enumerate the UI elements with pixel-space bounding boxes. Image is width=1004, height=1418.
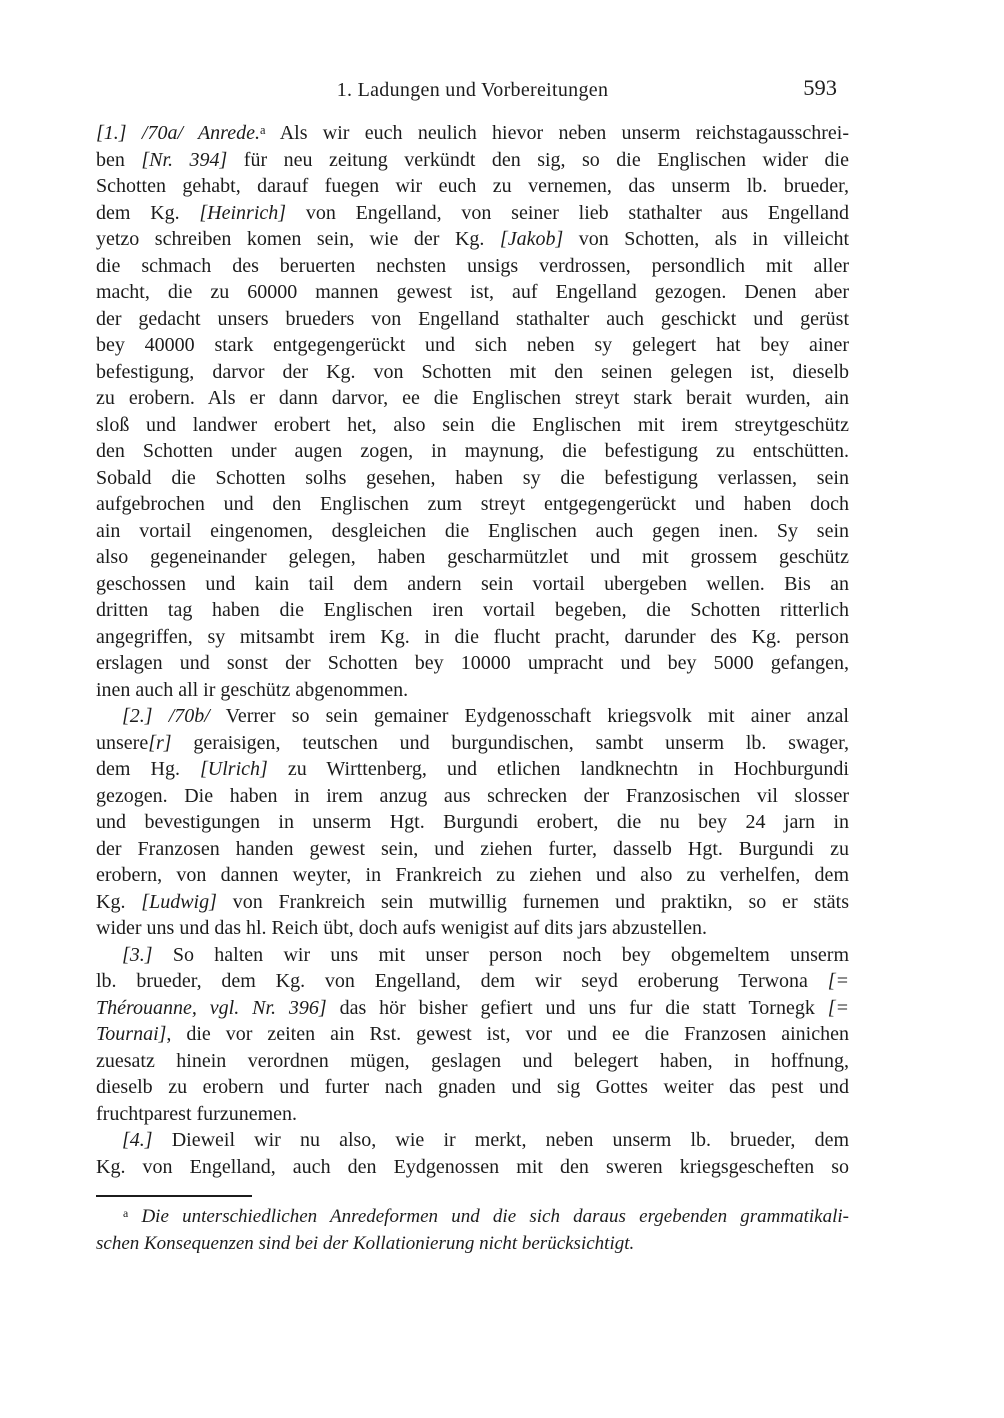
editorial-italic: [=	[827, 996, 849, 1019]
paragraph-2-line	[96, 730, 849, 757]
text-run: So halten wir uns mit unser person noch bey obgemeltem unserm	[152, 943, 849, 966]
paragraph-4	[96, 1127, 849, 1180]
editorial-italic: Tournai]	[96, 1023, 167, 1045]
text-run: von Engelland, von seiner lieb stathalter aus Engelland	[286, 201, 849, 224]
paragraph-1-line	[96, 571, 849, 598]
text-run: dem Kg.	[96, 201, 200, 224]
text-run: zu erobern. Als er dann darvor, ee die Englischen streyt stark berait wurden, ain	[96, 387, 849, 409]
editorial-italic: [Nr. 394]	[141, 148, 228, 171]
text-run: zuesatz hinein verordnen mügen, geslagen und belegert haben, in hoffnung,	[96, 1049, 849, 1072]
paragraph-1-line	[96, 226, 849, 253]
paragraph-1-line	[96, 518, 849, 545]
paragraph-2	[96, 703, 849, 942]
text-run: ain vortail eingenomen, desgleichen die Englischen auch gegen inen. Sy sein	[96, 519, 849, 542]
footnote-block	[96, 1195, 849, 1257]
text-run: und bevestigungen in unserm Hgt. Burgundi erobert, die nu bey 24 jarn in	[96, 811, 849, 833]
text-run: von Frankreich sein mutwillig furnemen und praktikn, so er stäts	[216, 890, 849, 913]
editorial-italic: Thérouanne, vgl. Nr. 396]	[96, 996, 327, 1019]
paragraph-1-line	[96, 253, 849, 280]
paragraph-1-line	[96, 147, 849, 174]
paragraph-1-line	[96, 412, 849, 439]
page-number: 593	[803, 75, 837, 100]
text-run: fruchtparest furzunemen.	[96, 1102, 298, 1125]
paragraph-3-line	[96, 1074, 849, 1101]
text-run: , die vor zeiten ain Rst. gewest ist, vor und ee die Franzosen ainichen	[166, 1023, 849, 1045]
text-run: dieselb zu erobern und furter nach gnaden und sig Gottes weiter das pest und	[96, 1076, 849, 1098]
editorial-italic: [3.]	[122, 943, 153, 966]
text-run: Kg.	[96, 890, 142, 913]
footnote-marker: a	[123, 1207, 129, 1221]
editorial-italic: [4.]	[122, 1129, 153, 1151]
editorial-italic: [2.] /70b/	[122, 705, 210, 727]
editorial-italic: Die unterschiedlichen Anredeformen und die sich daraus ergebenden grammatikali-	[128, 1206, 849, 1227]
text-run: also gegeneinander gelegen, haben gescharmützlet und mit grossem geschütz	[96, 546, 849, 568]
text-run: Kg. von Engelland, auch den Eydgenossen mit den sweren kriegsgescheften so	[96, 1155, 849, 1178]
text-run: der Franzosen handen gewest sein, und ziehen furter, dasselb Hgt. Burgundi zu	[96, 837, 849, 860]
text-run: für neu zeitung verkündt den sig, so die Englischen wider die	[227, 148, 849, 171]
paragraph-2-line	[96, 809, 849, 836]
text-run: inen auch all ir geschütz abgenommen.	[96, 678, 409, 701]
paragraph-2-line	[96, 703, 849, 730]
text-run: erobern, von dannen weyter, in Frankreich zu ziehen und also zu verhelfen, dem	[96, 864, 849, 886]
text-run: gezogen. Die haben in irem anzug aus schrecken der Franzosischen vil slosser	[96, 784, 849, 807]
paragraph-2-line	[96, 836, 849, 863]
paragraph-1-line	[96, 597, 849, 624]
paragraph-1-line	[96, 120, 849, 147]
text-run: lb. brueder, dem Kg. von Engelland, dem wir seyd eroberung Terwona	[96, 970, 828, 992]
editorial-italic: schen Konsequenzen sind bei der Kollationierung nicht berücksichtigt.	[96, 1233, 635, 1254]
paragraph-1-line	[96, 624, 849, 651]
running-header	[96, 75, 849, 104]
paragraph-4-line	[96, 1154, 849, 1181]
paragraph-3-line	[96, 1021, 849, 1048]
text-run: geschossen und kain tail dem andern sein vortail ubergeben wellen. Bis an	[96, 572, 849, 595]
paragraph-1-line	[96, 544, 849, 571]
paragraph-1-line	[96, 438, 849, 465]
paragraph-3	[96, 942, 849, 1128]
paragraph-2-line	[96, 783, 849, 810]
paragraph-2-line	[96, 889, 849, 916]
text-run: wider uns und das hl. Reich übt, doch aufs wenigist auf dits jars abzustellen.	[96, 917, 707, 939]
text-run: befestigung, darvor der Kg. von Schotten mit den seinen gelegen ist, dieselb	[96, 360, 849, 383]
text-run: Sobald die Schotten solhs gesehen, haben sy die befestigung verlassen, sein	[96, 466, 849, 489]
text-run: Schotten gehabt, darauf fuegen wir euch zu vernemen, das unserm lb. brueder,	[96, 175, 849, 197]
paragraph-1-line	[96, 200, 849, 227]
text-run: unsere	[96, 731, 149, 754]
editorial-italic: [=	[827, 970, 849, 992]
paragraph-1	[96, 120, 849, 703]
chapter-heading: 1. Ladungen und Vorbereitungen	[336, 79, 609, 101]
text-run: sloß und landwer erobert het, also sein die Englischen mit irem streytgeschütz	[96, 413, 849, 436]
text-run: angegriffen, sy mitsambt irem Kg. in die flucht pracht, darunder des Kg. person	[96, 625, 849, 648]
text-run: yetzo schreiben komen sein, wie der Kg.	[96, 228, 500, 250]
paragraph-1-line	[96, 491, 849, 518]
text-run: die schmach des beruerten nechsten unsigs verdrossen, persondlich mit aller	[96, 254, 849, 277]
footnote-line	[96, 1230, 849, 1257]
paragraph-3-line	[96, 995, 849, 1022]
text-run: geraisigen, teutschen und burgundischen, sambt unserm lb. swager,	[171, 731, 849, 754]
text-run: aufgebrochen und den Englischen zum streyt entgegengerückt und haben doch	[96, 493, 849, 515]
footnote-marker: a	[259, 122, 266, 137]
paragraph-1-line	[96, 173, 849, 200]
text-run: das hör bisher gefiert und uns fur die statt Tornegk	[326, 996, 828, 1019]
editorial-italic: [Ulrich]	[200, 758, 268, 780]
paragraph-1-line	[96, 359, 849, 386]
footnote-line	[96, 1203, 849, 1230]
text-run: zu Wirttenberg, und etlichen landknechtn in Hochburgundi	[267, 758, 849, 780]
body-text	[96, 120, 849, 1180]
paragraph-2-line	[96, 915, 849, 942]
text-run: macht, die zu 60000 mannen gewest ist, auf Engelland gezogen. Denen aber	[96, 281, 849, 303]
editorial-italic: [Jakob]	[499, 228, 564, 250]
paragraph-3-line	[96, 1048, 849, 1075]
footnote-text	[96, 1203, 849, 1257]
text-run: den Schotten under augen zogen, in maynung, die befestigung zu entschütten.	[96, 440, 849, 462]
text-run: Als wir euch neulich hievor neben unserm reichstagausschrei-	[265, 122, 849, 144]
paragraph-3-line	[96, 942, 849, 969]
text-run: erslagen und sonst der Schotten bey 10000 umpracht und bey 5000 gefangen,	[96, 652, 849, 674]
paragraph-3-line	[96, 968, 849, 995]
paragraph-1-line	[96, 279, 849, 306]
text-run: bey 40000 stark entgegengerückt und sich neben sy gelegert hat bey ainer	[96, 334, 849, 356]
text-run: von Schotten, als in villeicht	[563, 228, 849, 250]
paragraph-3-line	[96, 1101, 849, 1128]
footnote-separator	[96, 1195, 252, 1197]
paragraph-1-line	[96, 332, 849, 359]
editorial-italic: [r]	[148, 731, 172, 754]
text-run: der gedacht unsers brueders von Engelland stathalter auch geschickt und gerüst	[96, 307, 849, 330]
paragraph-1-line	[96, 650, 849, 677]
text-run: ben	[96, 148, 142, 171]
paragraph-1-line	[96, 306, 849, 333]
editorial-italic: [Ludwig]	[141, 890, 217, 913]
text-run: dem Hg.	[96, 758, 200, 780]
editorial-italic: [1.] /70a/ Anrede.	[96, 122, 260, 144]
paragraph-2-line	[96, 862, 849, 889]
text-run: Dieweil wir nu also, wie ir merkt, neben unserm lb. brueder, dem	[152, 1129, 849, 1151]
paragraph-1-line	[96, 677, 849, 704]
text-run: Verrer so sein gemainer Eydgenosschaft kriegsvolk mit ainer anzal	[209, 705, 849, 727]
paragraph-2-line	[96, 756, 849, 783]
paragraph-1-line	[96, 385, 849, 412]
paragraph-4-line	[96, 1127, 849, 1154]
paragraph-1-line	[96, 465, 849, 492]
editorial-italic: [Heinrich]	[199, 201, 287, 224]
text-run: dritten tag haben die Englischen iren vortail begeben, die Schotten ritterlich	[96, 599, 849, 621]
